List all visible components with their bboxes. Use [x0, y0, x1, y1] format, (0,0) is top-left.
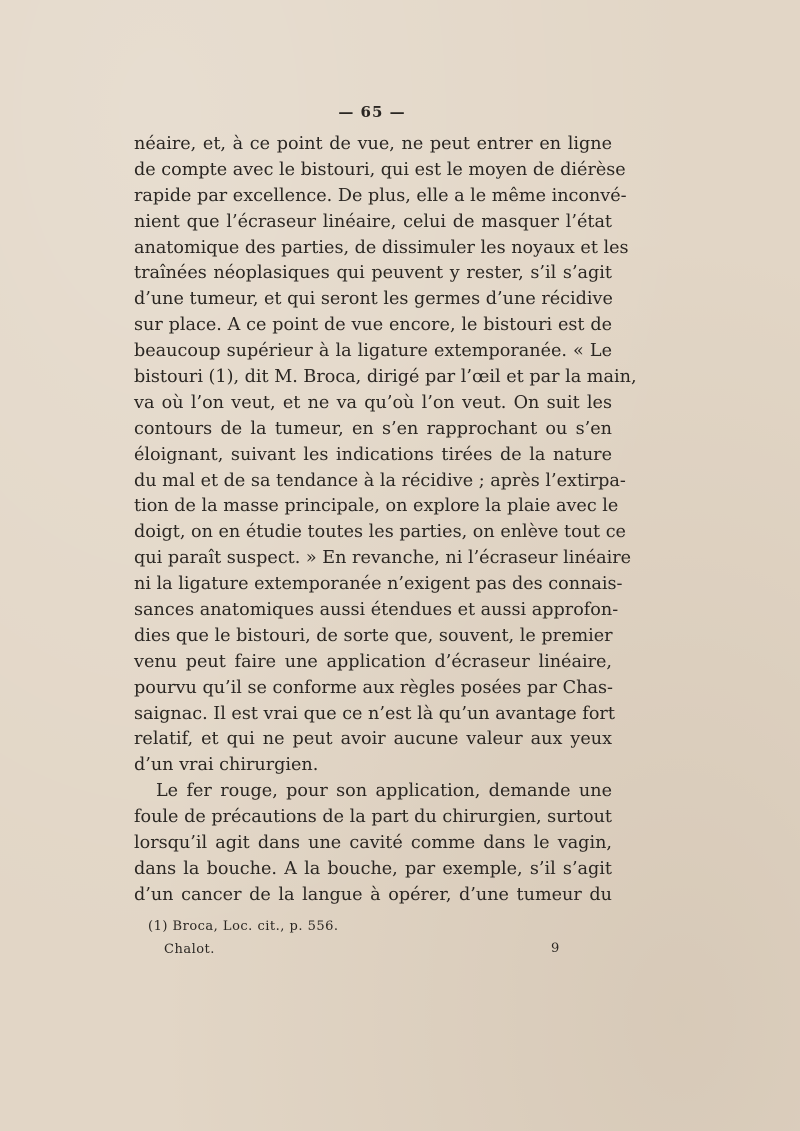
text-line: contours de la tumeur, en s’en rapprochant ou s’en — [134, 418, 612, 439]
text-line: dies que le bistouri, de sorte que, souvent, le premier — [134, 625, 613, 646]
text-line: relatif, et qui ne peut avoir aucune valeur aux yeux — [134, 729, 612, 750]
text-line: rapide par excellence. De plus, elle a le même inconvé- — [134, 185, 627, 206]
text-line: pourvu qu’il se conforme aux règles posées par Chas- — [134, 677, 613, 698]
footnote: (1) Broca, Loc. cit., p. 556. — [148, 919, 339, 934]
text-line: d’un cancer de la langue à opérer, d’une tumeur du — [134, 884, 612, 905]
text-line: traînées néoplasiques qui peuvent y rester, s’il s’agit — [134, 263, 612, 284]
text-line: sur place. A ce point de vue encore, le bistouri est de — [134, 315, 612, 336]
text-line: nient que l’écraseur linéaire, celui de masquer l’état — [134, 211, 612, 232]
text-line: Le fer rouge, pour son application, demande une — [156, 781, 612, 802]
text-line: foule de précautions de la part du chirurgien, surtout — [134, 807, 612, 828]
text-line: lorsqu’il agit dans une cavité comme dans le vagin, — [134, 833, 612, 854]
text-line: bistouri (1), dit M. Broca, dirigé par l’œil et par la main, — [134, 367, 637, 388]
text-line: d’un vrai chirurgien. — [134, 755, 319, 776]
text-line: beaucoup supérieur à la ligature extemporanée. « Le — [134, 341, 612, 362]
text-line: doigt, on en étudie toutes les parties, on enlève tout ce — [134, 522, 626, 543]
text-line: anatomique des parties, de dissimuler les noyaux et les — [134, 237, 629, 258]
page-number: — 65 — — [338, 103, 406, 121]
text-line: tion de la masse principale, on explore la plaie avec le — [134, 496, 619, 517]
text-line: venu peut faire une application d’écraseur linéaire, — [134, 651, 612, 672]
text-line: éloignant, suivant les indications tirées de la nature — [134, 444, 612, 465]
footer-author: Chalot. — [164, 942, 215, 957]
text-line: du mal et de sa tendance à la récidive ; après l’extirpa- — [134, 470, 626, 491]
text-line: dans la bouche. A la bouche, par exemple, s’il s’agit — [134, 858, 612, 879]
text-line: de compte avec le bistouri, qui est le moyen de diérèse — [134, 159, 626, 180]
text-line: néaire, et, à ce point de vue, ne peut entrer en ligne — [134, 134, 612, 154]
text-line: saignac. Il est vrai que ce n’est là qu’un avantage fort — [134, 703, 615, 724]
body-text — [134, 132, 637, 909]
text-line: ni la ligature extemporanée n’exigent pas des connais- — [134, 574, 623, 595]
signature-mark: 9 — [551, 941, 560, 956]
text-line: va où l’on veut, et ne va qu’où l’on veut. On suit les — [134, 392, 612, 413]
text-line: qui paraît suspect. » En revanche, ni l’écraseur linéaire — [134, 548, 632, 569]
text-line: d’une tumeur, et qui seront les germes d’une récidive — [134, 289, 613, 310]
text-line: sances anatomiques aussi étendues et aussi approfon- — [134, 600, 619, 621]
